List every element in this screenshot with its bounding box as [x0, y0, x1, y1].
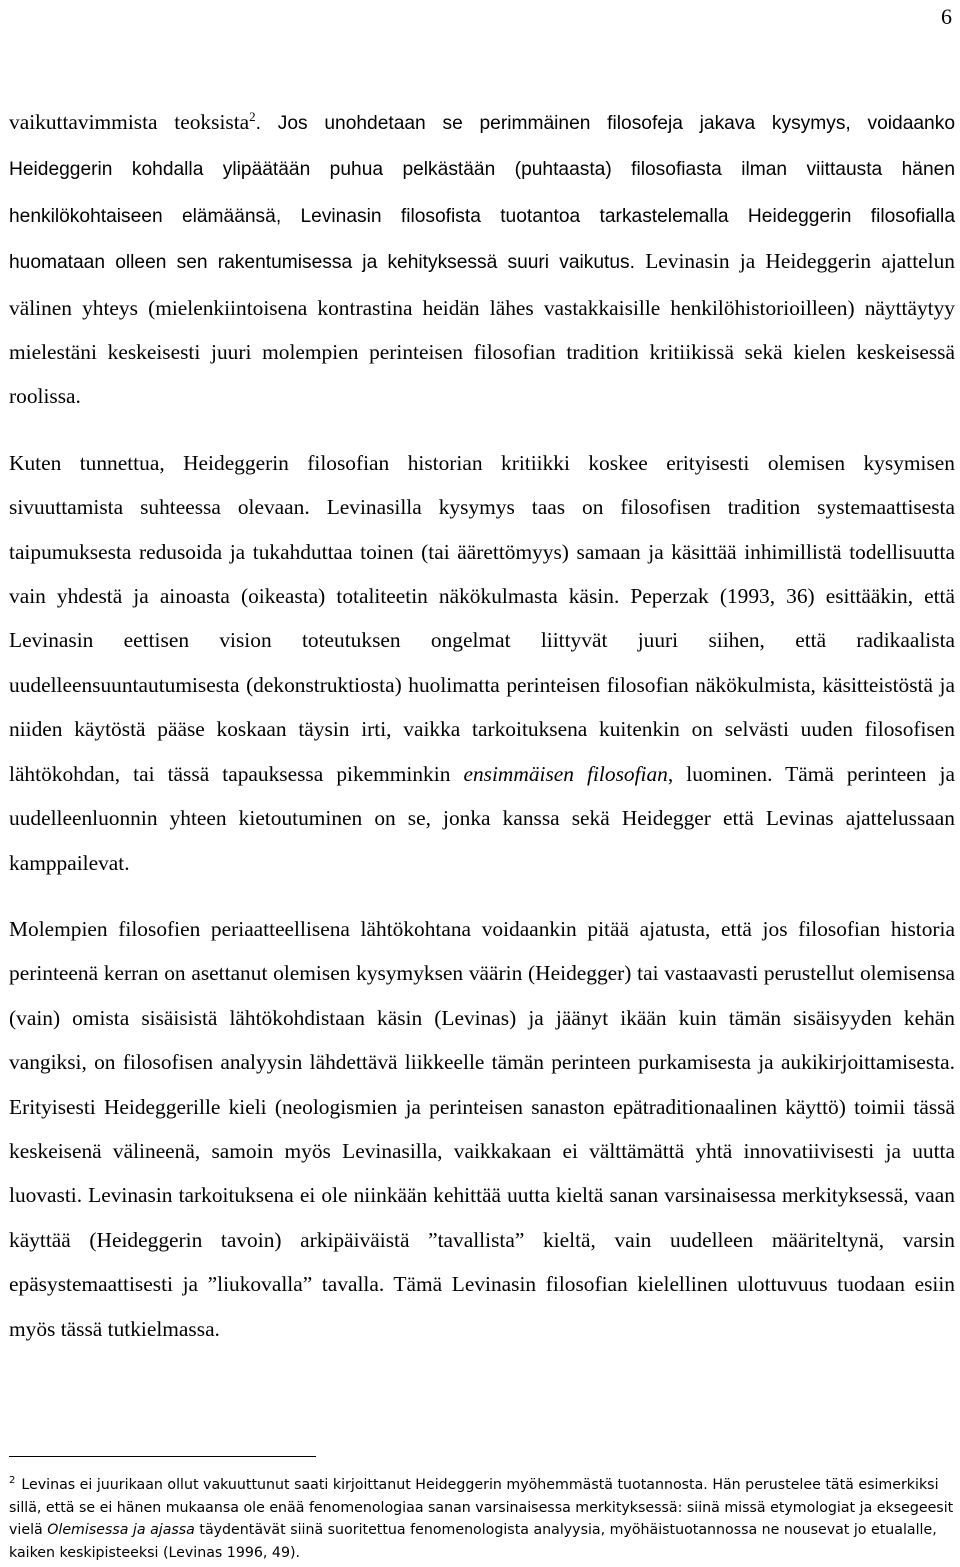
footnote-separator: [9, 1456, 316, 1457]
main-text: [9, 100, 955, 1351]
paragraph-3: Molempien filosofien periaatteellisena lähtökohtana voidaankin pitää ajatusta, että jos filosofian historia perinteenä kerran on asettanut olemisen kysymyksen väärin (Heidegger) tai vastaavasti perustellut olemisensa (vain) omista sisäisistä lähtökohdistaan käsin (Levinas) ja jäänyt ikään kuin tämän sisäisyyden kehän vangiksi, on filosofisen analyysin lähdettävä liikkeelle tämän perinteen purkamisesta ja aukikirjoittamisesta. Erityisesti Heideggerille kieli (neologismien ja perinteisen sanaston epätraditionaalinen käyttö) toimii tässä keskeisenä välineenä, samoin myös Levinasilla, vaikkakaan ei välttämättä yhtä innovatiivisesti ja uutta luovasti. Levinasin tarkoituksena ei ole niinkään kehittää uutta kieltä sanan varsinaisessa merkityksessä, vaan käyttää (Heideggerin tavoin) arkipäiväistä ”tavallista” kieltä, vain uudelleen määriteltynä, varsin epäsystemaattisesti ja ”liukovalla” tavalla. Tämä Levinasin filosofian kielellinen ulottuvuus tuodaan esiin myös tässä tutkielmassa.: [9, 916, 955, 1341]
footnote: [9, 1474, 955, 1564]
footnote-number: 2: [9, 1475, 16, 1487]
paragraph-1-text-a: vaikuttavimmista teoksista: [9, 110, 250, 134]
paragraph-2-text-a: Kuten tunnettua, Heideggerin filosofian historian kritiikki koskee erityisesti olemisen kysymisen sivuuttamista suhteessa olevaan. Levinasilla kysymys taas on filosofisen tradition systemaattisesta taipumuksesta redusoida ja tukahduttaa toinen (tai äärettömyys) samaan ja käsittää inhimillistä todellisuutta vain yhdestä ja ainoasta (oikeasta) totaliteetin näkökulmasta käsin. Peperzak (1993, 36) esittääkin, että Levinasin eettisen vision toteutuksen ongelmat liittyvät juuri siihen, että radikaalista uudelleensuuntautumisesta (dekonstruktiosta) huolimatta perinteisen filosofian näkökulmista, käsitteistöstä ja niiden käytöstä pääse koskaan täysin irti, vaikka tarkoituksena kuitenkin on selvästi uuden filosofisen lähtökohdan, tai tässä tapauksessa pikemminkin: [9, 450, 955, 786]
paragraph-2: [9, 441, 955, 885]
page-number: 6: [941, 4, 952, 29]
paragraph-2-text-b: , luominen. Tämä perinteen ja uudelleenluonnin yhteen kietoutuminen on se, jonka kanssa sekä Heidegger että Levinas ajattelussaan kamppailevat.: [9, 761, 955, 875]
paragraph-2-emphasis: ensimmäisen filosofian: [463, 761, 668, 786]
footnote-text-a: Levinas ei juurikaan ollut vakuuttunut saati kirjoittanut Heideggerin myöhemmästä tuotannosta. Hän perustelee tätä esimerkiksi sillä, että se ei hänen mukaansa ole enää fenomenologiaa sanan varsinaisessa merkityksessä: siinä missä etymologiat ja eksegeesit vielä: [9, 1477, 954, 1538]
footnote-text-b: täydentävät siinä suoritettua fenomenologista analyysia, myöhäistuotannossa ne nousevat jo etualalle, kaiken keskipisteeksi (Levinas 1996, 49).: [9, 1522, 937, 1561]
paragraph-1-text-b: . Jos unohdetaan se perimmäinen filosofeja jakava kysymys, voidaanko Heideggerin kohdalla ylipäätään puhua pelkästään (puhtaasta) filosofiasta ilman viittausta hänen henkilökohtaiseen elämäänsä, Levinasin filosofista tuotantoa tarkastelemalla Heideggerin filosofialla huomataan olleen sen rakentumisessa ja kehityksessä suuri vaikutus.: [9, 113, 955, 274]
paragraph-1: [9, 100, 955, 419]
footnote-reference: 2: [249, 108, 256, 124]
paragraph-1-text-c: Levinasin ja Heideggerin ajattelun välinen yhteys (mielenkiintoisena kontrastina heidän lähes vastakkaisille henkilöhistorioilleen) näyttäytyy mielestäni keskeisesti juuri molempien perinteisen filosofian tradition kritiikissä sekä kielen keskeisessä roolissa.: [9, 249, 955, 409]
footnote-emphasis: Olemisessa ja ajassa: [47, 1522, 195, 1538]
